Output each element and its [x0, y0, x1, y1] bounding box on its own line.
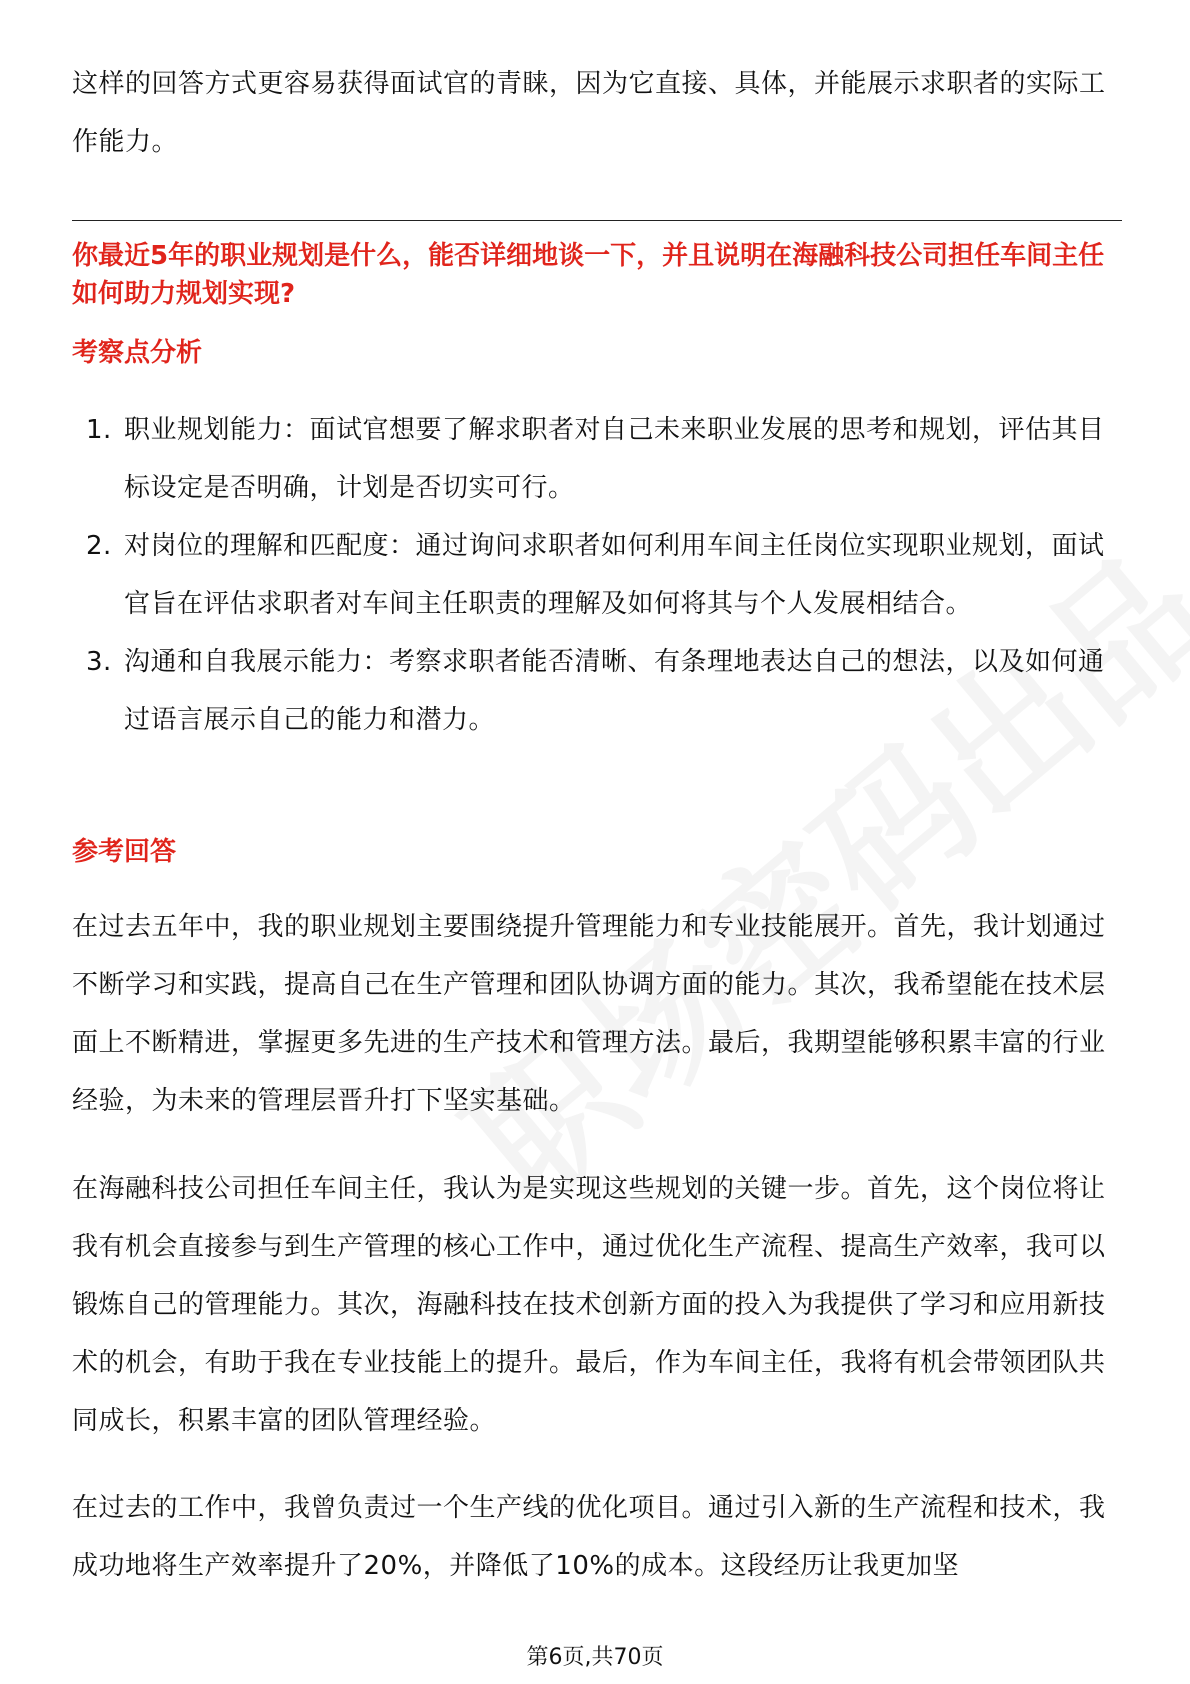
answer-paragraph: 在海融科技公司担任车间主任，我认为是实现这些规划的关键一步。首先，这个岗位将让我有机会直接参与到生产管理的核心工作中，通过优化生产流程、提高生产效率，我可以锻炼自己的管理能力。其次，海融科技在技术创新方面的投入为我提供了学习和应用新技术的机会，有助于我在专业技能上的提升。最后，作为车间主任，我将有机会带领团队共同成长，积累丰富的团队管理经验。: [72, 1174, 1106, 1436]
list-number: 1.: [86, 415, 112, 445]
analysis-heading: 考察点分析: [72, 338, 203, 368]
list-item: [72, 633, 1122, 749]
list-item: [72, 517, 1122, 633]
analysis-list: [72, 401, 1122, 749]
list-number: 2.: [86, 531, 112, 561]
page-footer: 第6页,共70页: [526, 1645, 664, 1670]
question-heading: 你最近5年的职业规划是什么，能否详细地谈一下，并且说明在海融科技公司担任车间主任如何助力规划实现?: [72, 241, 1105, 309]
section-divider: [72, 220, 1122, 221]
list-text: 职业规划能力：面试官想要了解求职者对自己未来职业发展的思考和规划，评估其目标设定是否明确，计划是否切实可行。: [124, 415, 1105, 503]
list-text: 对岗位的理解和匹配度：通过询问求职者如何利用车间主任岗位实现职业规划，面试官旨在评估求职者对车间主任职责的理解及如何将其与个人发展相结合。: [124, 531, 1105, 619]
answer-paragraph: 在过去的工作中，我曾负责过一个生产线的优化项目。通过引入新的生产流程和技术，我成功地将生产效率提升了20%，并降低了10%的成本。这段经历让我更加坚: [72, 1493, 1106, 1581]
list-item: [72, 401, 1122, 517]
list-text: 沟通和自我展示能力：考察求职者能否清晰、有条理地表达自己的想法，以及如何通过语言展示自己的能力和潜力。: [124, 647, 1105, 735]
intro-paragraph: 这样的回答方式更容易获得面试官的青睐，因为它直接、具体，并能展示求职者的实际工作能力。: [72, 69, 1106, 157]
answer-heading: 参考回答: [72, 837, 177, 867]
answer-paragraph: 在过去五年中，我的职业规划主要围绕提升管理能力和专业技能展开。首先，我计划通过不断学习和实践，提高自己在生产管理和团队协调方面的能力。其次，我希望能在技术层面上不断精进，掌握更多先进的生产技术和管理方法。最后，我期望能够积累丰富的行业经验，为未来的管理层晋升打下坚实基础。: [72, 912, 1106, 1116]
list-number: 3.: [86, 647, 112, 677]
